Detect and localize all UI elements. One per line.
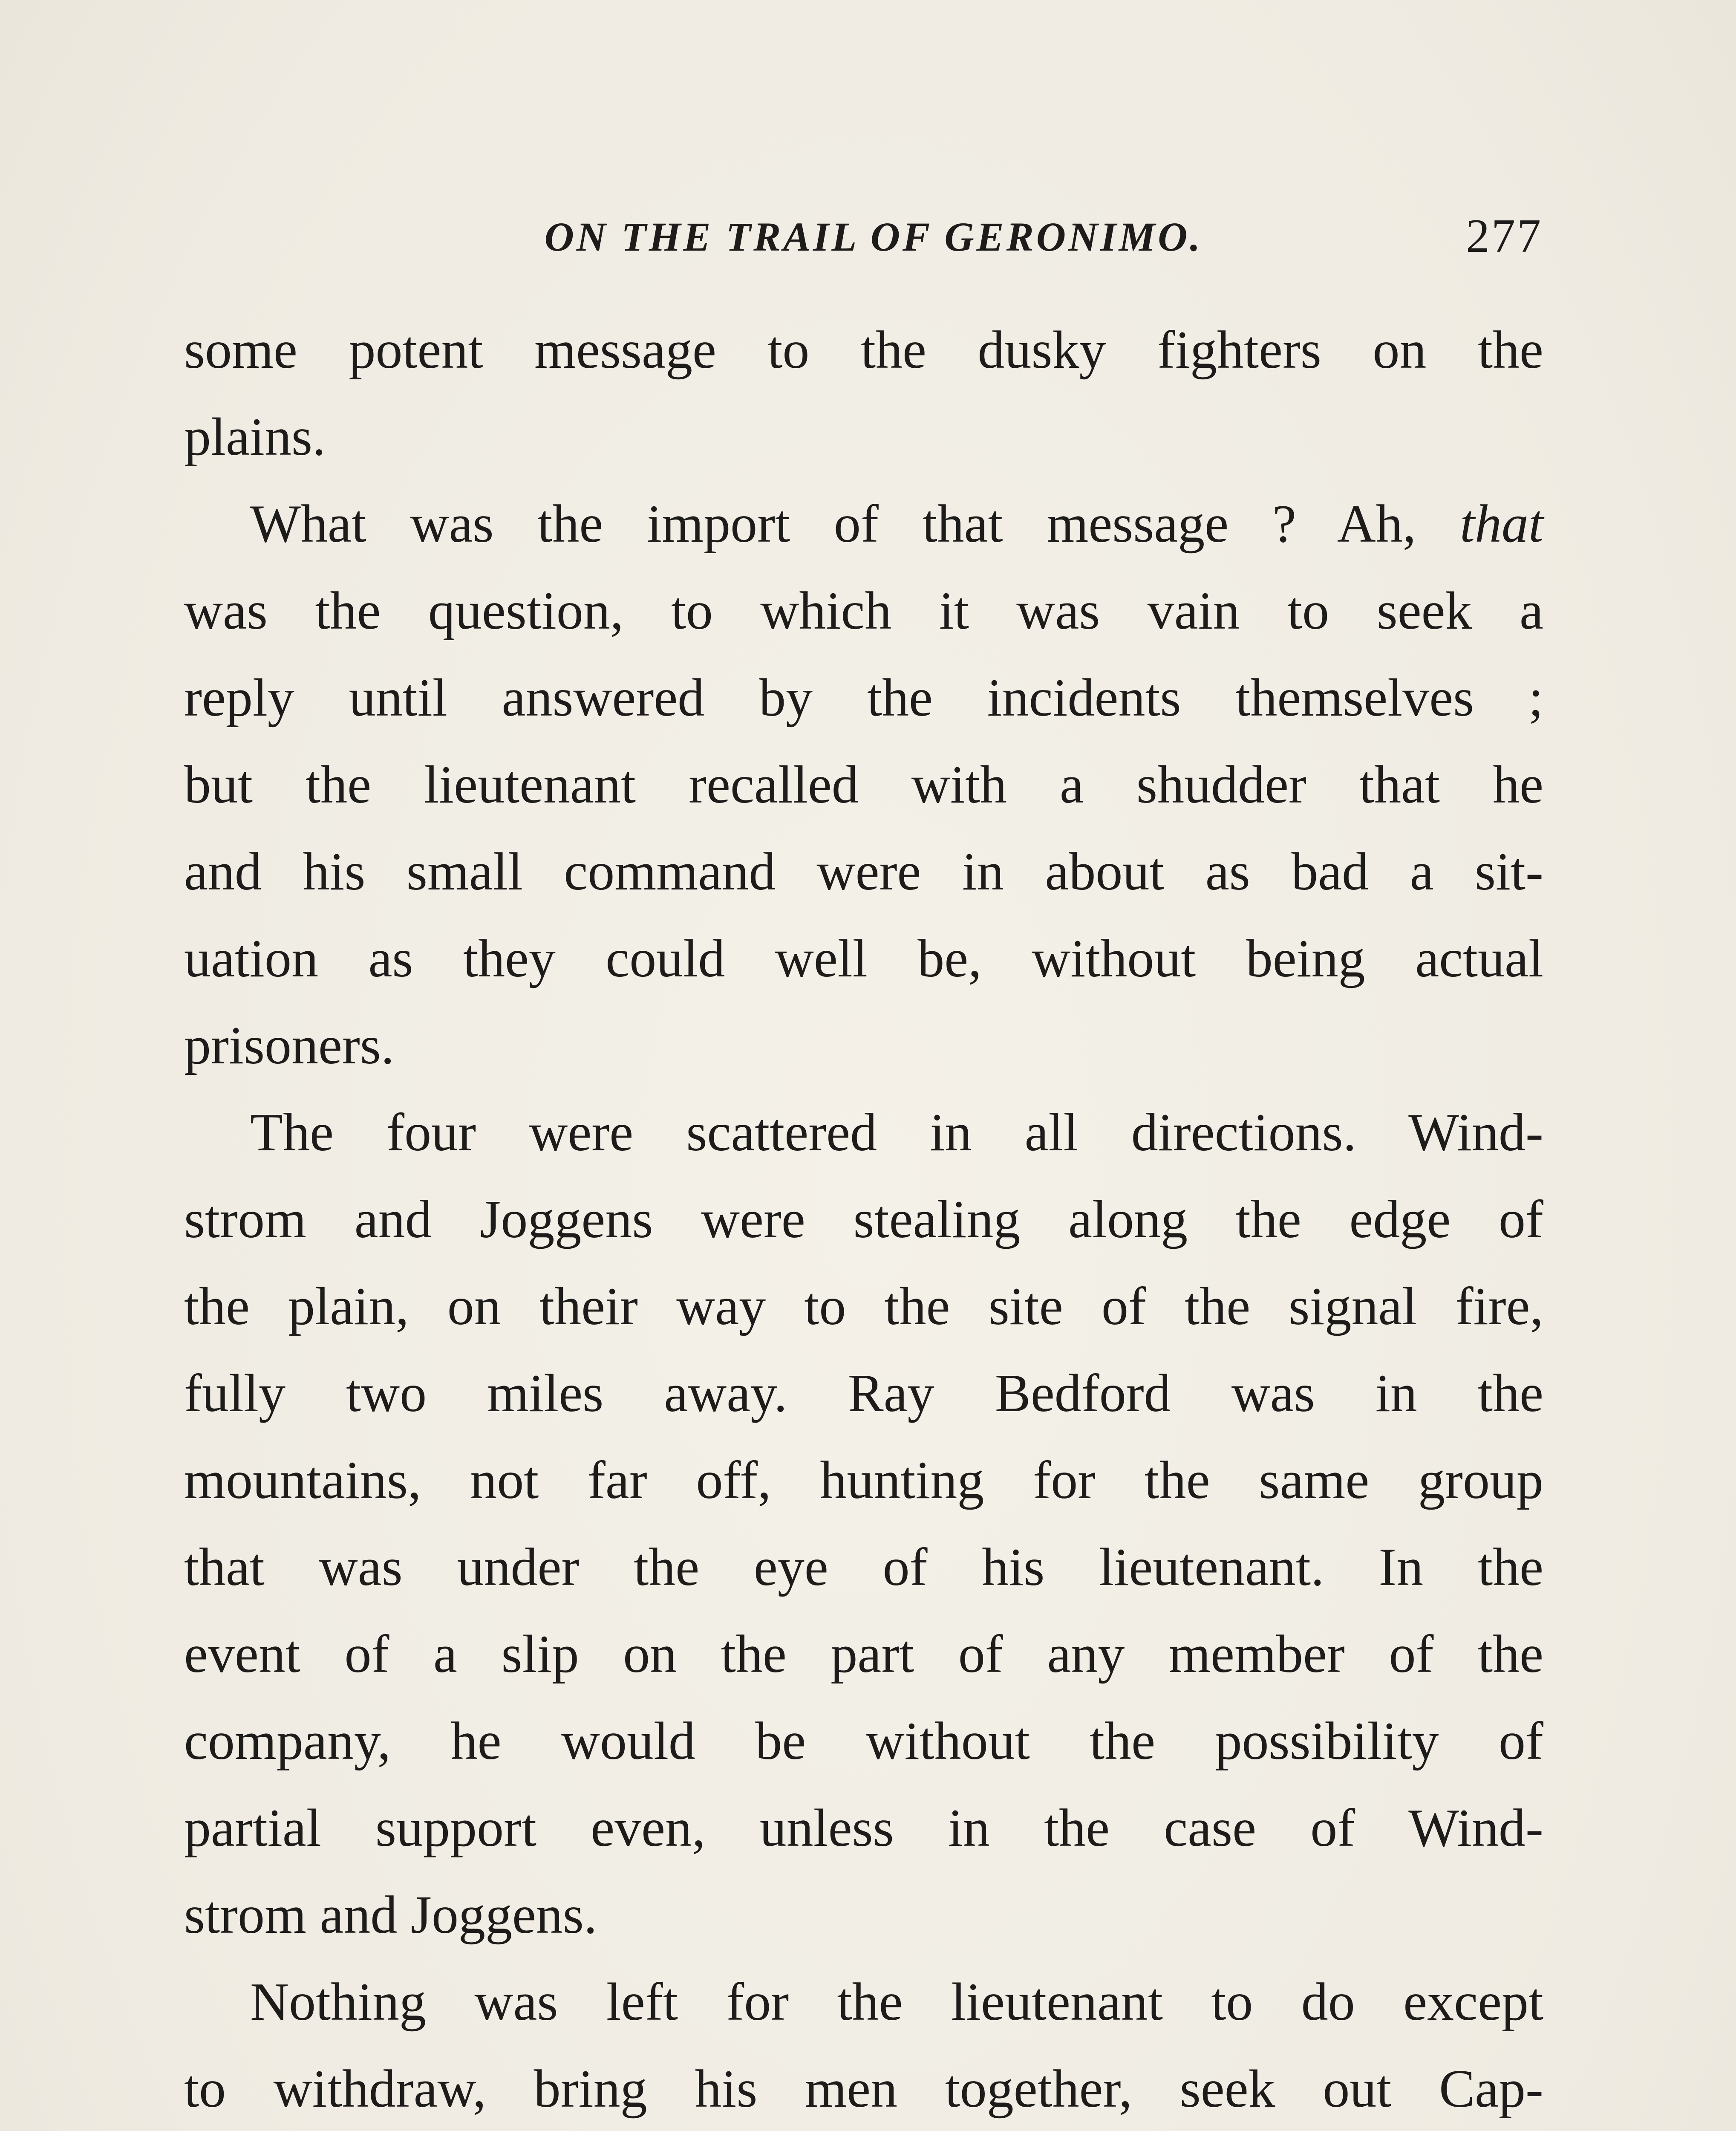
text-line: Nothing was left for the lieutenant to do except bbox=[250, 1972, 1543, 2032]
text-line: to withdraw, bring his men together, seek out Cap- bbox=[184, 2059, 1543, 2119]
page-number: 277 bbox=[1466, 210, 1543, 263]
text-line: partial support even, unless in the case of Wind- bbox=[184, 1799, 1543, 1858]
text-line: that was under the eye of his lieutenant. In the bbox=[184, 1538, 1543, 1597]
text-line: some potent message to the dusky fighters on the bbox=[184, 321, 1543, 380]
text-line: mountains, not far off, hunting for the same group bbox=[184, 1451, 1543, 1510]
text-line: strom and Joggens. bbox=[184, 1886, 597, 1945]
running-head bbox=[187, 205, 1543, 273]
text-line: strom and Joggens were stealing along the edge of bbox=[184, 1190, 1543, 1249]
text-line-part: What was the import of that message ? Ah, that bbox=[250, 494, 1543, 554]
text-line: plains. bbox=[184, 407, 326, 467]
text-line: was the question, to which it was vain to seek a bbox=[184, 581, 1543, 641]
text-line: the plain, on their way to the site of the signal fire, bbox=[184, 1277, 1543, 1336]
body-text bbox=[184, 307, 1543, 2131]
text-line: but the lieutenant recalled with a shudder that he bbox=[184, 755, 1543, 814]
text-line: fully two miles away. Ray Bedford was in the bbox=[184, 1364, 1543, 1423]
text-line: event of a slip on the part of any member of the bbox=[184, 1625, 1543, 1684]
text-line: The four were scattered in all directions. Wind- bbox=[250, 1103, 1543, 1162]
running-title: ON THE TRAIL OF GERONIMO. bbox=[544, 214, 1203, 260]
text-line: uation as they could well be, without being actual bbox=[184, 929, 1543, 988]
text-line: reply until answered by the incidents themselves ; bbox=[184, 668, 1543, 728]
text-line: company, he would be without the possibility of bbox=[184, 1712, 1543, 1771]
text-line bbox=[184, 481, 1543, 568]
text-line: prisoners. bbox=[184, 1016, 395, 1075]
text-line: and his small command were in about as bad a sit- bbox=[184, 842, 1543, 901]
